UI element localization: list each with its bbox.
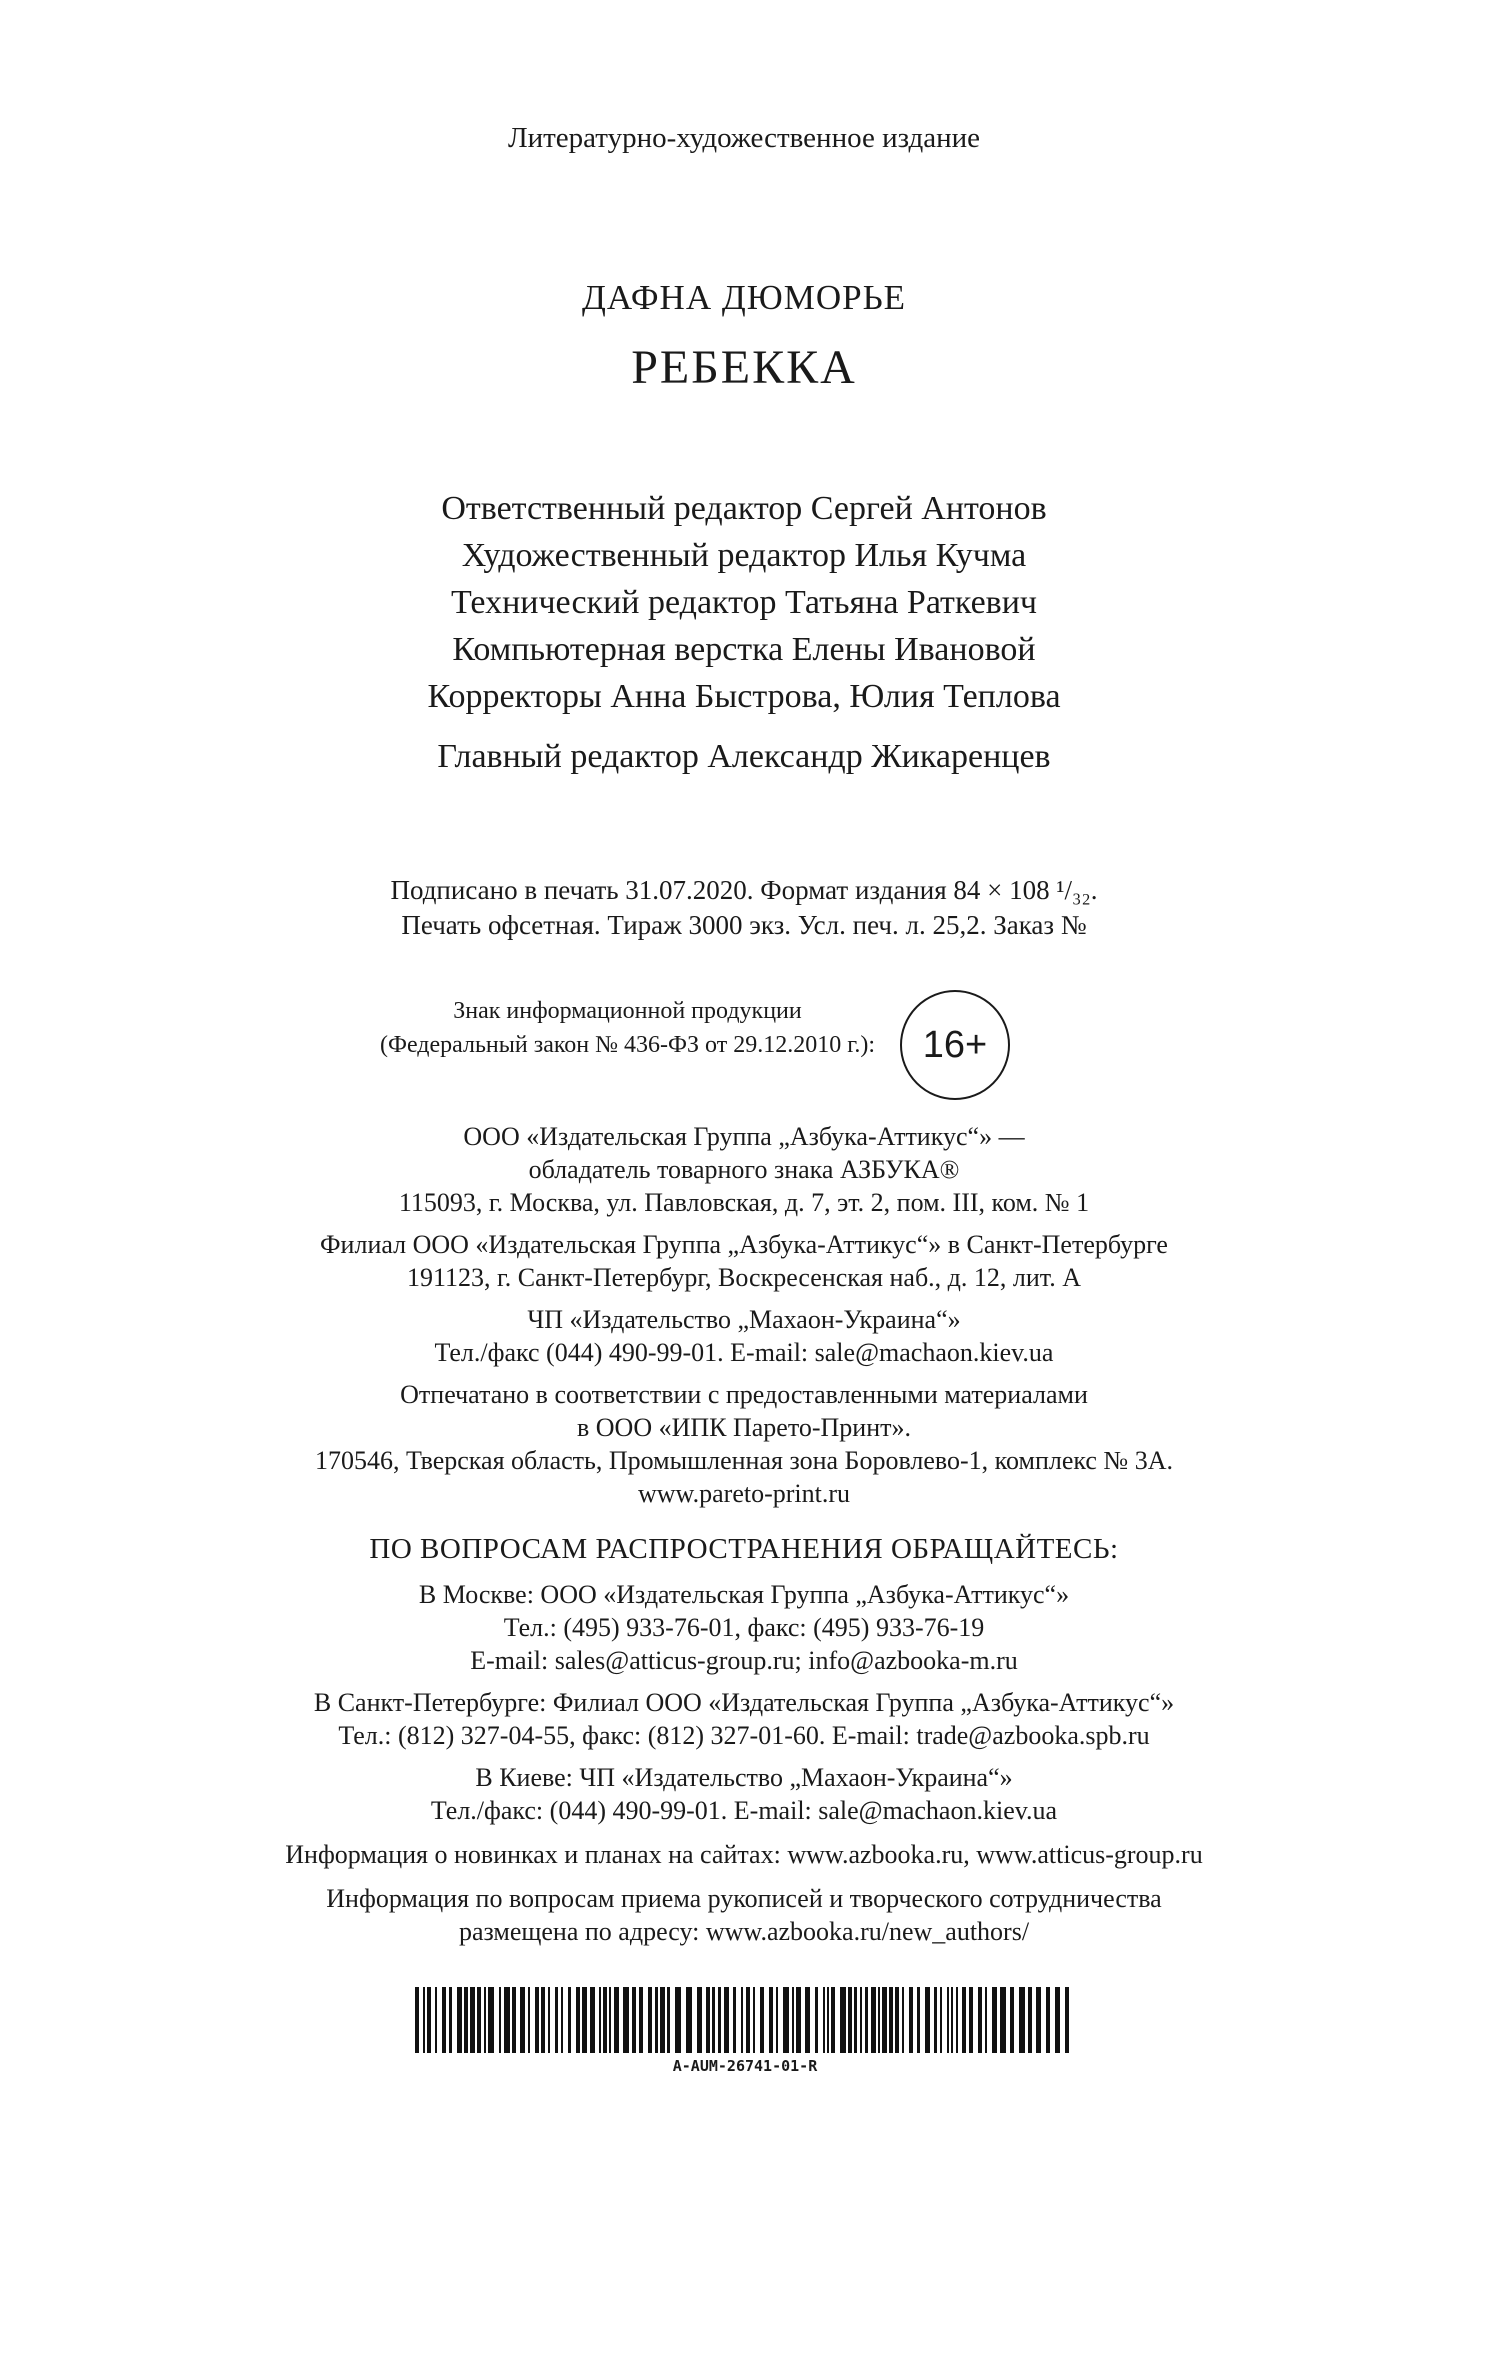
age-rating-block bbox=[330, 990, 1010, 1100]
book-title: РЕБЕККА bbox=[631, 341, 857, 394]
distribution-line: Тел.: (495) 933-76-01, факс: (495) 933-76-19 bbox=[503, 1613, 985, 1642]
publisher-line: обладатель товарного знака АЗБУКА® bbox=[528, 1155, 960, 1184]
print-info-line: Печать офсетная. Тираж 3000 экз. Усл. печ. л. 25,2. Заказ № bbox=[401, 910, 1087, 940]
age-rating-badge: 16+ bbox=[900, 990, 1010, 1100]
chief-editor-line: Главный редактор Александр Жикаренцев bbox=[437, 738, 1051, 775]
publisher-line: ООО «Издательская Группа „Азбука-Аттикус“» — bbox=[463, 1122, 1025, 1151]
author-name: ДАФНА ДЮМОРЬЕ bbox=[581, 278, 907, 317]
distribution-line: Тел.: (812) 327-04-55, факс: (812) 327-01-60. E-mail: trade@azbooka.spb.ru bbox=[338, 1721, 1150, 1750]
distribution-line: В Киеве: ЧП «Издательство „Махаон-Украина“» bbox=[475, 1763, 1013, 1792]
credit-line: Художественный редактор Илья Кучма bbox=[461, 537, 1027, 574]
distribution-line: В Москве: ООО «Издательская Группа „Азбука-Аттикус“» bbox=[418, 1580, 1070, 1609]
printer-line: 170546, Тверская область, Промышленная зона Боровлево-1, комплекс № 3А. bbox=[315, 1446, 1173, 1475]
genre-line: Литературно-художественное издание bbox=[507, 122, 981, 154]
age-rating-text: Знак информационной продукции (Федеральный закон № 436-ФЗ от 29.12.2010 г.): bbox=[379, 998, 875, 1058]
credit-line: Ответственный редактор Сергей Антонов bbox=[441, 490, 1047, 527]
printer-site-line: www.pareto-print.ru bbox=[637, 1479, 851, 1508]
manuscripts-info-line: размещена по адресу: www.azbooka.ru/new_authors/ bbox=[458, 1917, 1030, 1946]
credit-line: Технический редактор Татьяна Раткевич bbox=[450, 584, 1038, 621]
distribution-line: E-mail: sales@atticus-group.ru; info@azbooka-m.ru bbox=[470, 1646, 1018, 1675]
printer-line: в ООО «ИПК Парето-Принт». bbox=[576, 1413, 911, 1442]
publisher-line: ЧП «Издательство „Махаон-Украина“» bbox=[527, 1305, 961, 1334]
credit-line: Корректоры Анна Быстрова, Юлия Теплова bbox=[427, 678, 1061, 715]
distribution-heading: ПО ВОПРОСАМ РАСПРОСТРАНЕНИЯ ОБРАЩАЙТЕСЬ: bbox=[369, 1533, 1119, 1565]
publisher-line: 191123, г. Санкт-Петербург, Воскресенская наб., д. 12, лит. А bbox=[407, 1263, 1081, 1292]
publisher-line: Филиал ООО «Издательская Группа „Азбука-Аттикус“» в Санкт-Петербурге bbox=[320, 1230, 1168, 1259]
credit-line: Компьютерная верстка Елены Ивановой bbox=[452, 631, 1036, 668]
barcode-image bbox=[415, 1987, 1075, 2053]
website-info-line: Информация о новинках и планах на сайтах: www.azbooka.ru, www.atticus-group.ru bbox=[285, 1840, 1203, 1869]
publisher-line: 115093, г. Москва, ул. Павловская, д. 7, эт. 2, пом. III, ком. № 1 bbox=[398, 1188, 1090, 1217]
printer-line: Отпечатано в соответствии с предоставленными материалами bbox=[400, 1380, 1088, 1409]
distribution-line: Тел./факс: (044) 490-99-01. E-mail: sale@machaon.kiev.ua bbox=[430, 1796, 1058, 1825]
publisher-line: Тел./факс (044) 490-99-01. E-mail: sale@machaon.kiev.ua bbox=[434, 1338, 1054, 1367]
distribution-line: В Санкт-Петербурге: Филиал ООО «Издательская Группа „Азбука-Аттикус“» bbox=[313, 1688, 1175, 1717]
barcode-label: A-AUM-26741-01-R bbox=[672, 2057, 818, 2075]
print-info-line: Подписано в печать 31.07.2020. Формат издания 84 × 108 ¹/₃₂. bbox=[390, 875, 1098, 905]
manuscripts-info-line: Информация по вопросам приема рукописей и творческого сотрудничества bbox=[326, 1884, 1162, 1913]
